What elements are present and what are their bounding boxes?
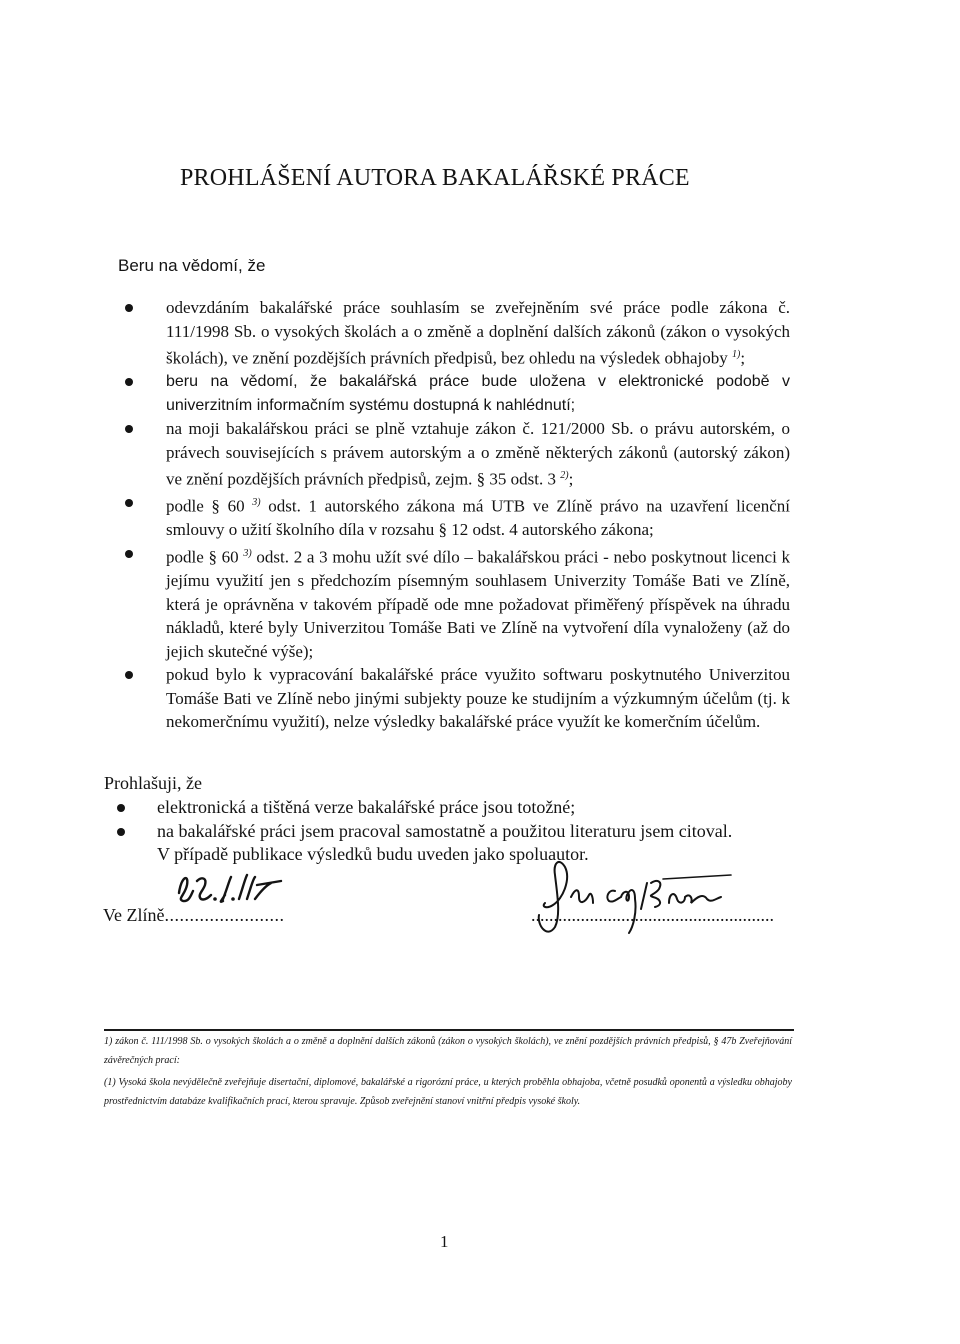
item-text: odevzdáním bakalářské práce souhlasím se zveřejněním své práce podle zákona č. 111/1998 Sb. o vysokých školách a o změně a doplnění dalších zákonů (zákon o vysokých školách), ve znění pozdějších právních předpisů, bez ohledu na výsledek obhajoby xyxy=(166,298,790,368)
place-date-line xyxy=(103,905,284,926)
signature-dots: ...................................................... xyxy=(531,905,774,925)
page-number: 1 xyxy=(440,1232,449,1251)
item-pre: podle § 60 xyxy=(166,496,245,516)
declaration-continuation: V případě publikace výsledků budu uveden jako spoluautor. xyxy=(157,844,589,864)
list-item xyxy=(118,417,790,491)
footnote-separator xyxy=(104,1029,794,1031)
item-pre: podle § 60 xyxy=(166,547,239,567)
list-item xyxy=(118,491,790,542)
footnote-ref: 3) xyxy=(243,547,252,559)
list-item xyxy=(118,542,790,663)
item-text: pokud bylo k vypracování bakalářské práce využito softwaru poskytnutého Univerzitou Tomáše Bati ve Zlíně nebo jinými subjekty pouze ke studijním a výzkumným účelům (tj. k nekomerčnímu využití), nelze výsledky bakalářské práce využít ke komerčním účelům. xyxy=(166,665,790,732)
footnote-paragraph: (1) Vysoká škola nevýdělečně zveřejňuje disertační, diplomové, bakalářské a rigorózní práce, u kterých proběhla obhajoba, včetně posudků oponentů a výsledku obhajoby prostřednictvím databáze kvalifikačních prací, kterou spravuje. Způsob zveřejnění stanoví vnitřní předpis vysoké školy. xyxy=(104,1077,792,1107)
intro-line: Beru na vědomí, že xyxy=(118,256,266,275)
list-item: na bakalářské práci jsem pracoval samostatně a použitou literaturu jsem citoval. xyxy=(110,820,800,844)
document-title: PROHLÁŠENÍ AUTORA BAKALÁŘSKÉ PRÁCE xyxy=(180,165,690,191)
handwritten-signature xyxy=(535,853,735,943)
footnote-ref: 3) xyxy=(252,497,261,509)
footnote-1: 1) zákon č. 111/1998 Sb. o vysokých školách a o změně a doplnění dalších zákonů (zákon o vysokých školách), ve znění pozdějších právních předpisů, § 47b Zveřejňování závěrečných prací: xyxy=(104,1036,792,1066)
item-text: na moji bakalářskou práci se plně vztahuje zákon č. 121/2000 Sb. o právu autorském, o právech souvisejících s právem autorským a o změně některých zákonů (autorský zákon) ve znění pozdějších právních předpisů, zejm. § 35 odst. 3 xyxy=(166,419,790,489)
item-text: odst. 2 a 3 mohu užít své dílo – bakalářskou práci - nebo poskytnout licenci k jejímu využití jen s předchozím písemným souhlasem Univerzity Tomáše Bati ve Zlíně, která je oprávněna v takovém případě ode mne požadovat přiměřený příspěvek na úhradu nákladů, které byly Univerzitou Tomáše Bati ve Zlíně na vytvoření díla vynaloženy (až do jejich skutečné výše); xyxy=(166,547,790,661)
date-dots: ........................ xyxy=(164,905,285,925)
declaration-heading: Prohlašuji, že xyxy=(104,773,202,793)
place-label: Ve Zlíně xyxy=(103,905,165,925)
footnotes xyxy=(104,1029,792,1114)
list-item xyxy=(118,663,790,734)
acknowledgement-list xyxy=(118,296,790,734)
list-item xyxy=(118,296,790,370)
signature-row xyxy=(103,855,803,965)
footnote-ref: 1) xyxy=(732,349,741,360)
item-text: beru na vědomí, že bakalářská práce bude uložena v elektronické podobě v univerzitním informačním systému dostupná k nahlédnutí; xyxy=(166,373,790,414)
list-item xyxy=(118,370,790,417)
list-item: elektronická a tištěná verze bakalářské práce jsou totožné; xyxy=(110,796,800,820)
footnote-ref: 2) xyxy=(560,470,569,482)
item-text: odst. 1 autorského zákona má UTB ve Zlíně právo na uzavření licenční smlouvy o užití školního díla v rozsahu § 12 odst. 4 autorského zákona; xyxy=(166,496,790,540)
item-tail: ; xyxy=(568,469,574,489)
item-tail: ; xyxy=(740,348,746,368)
